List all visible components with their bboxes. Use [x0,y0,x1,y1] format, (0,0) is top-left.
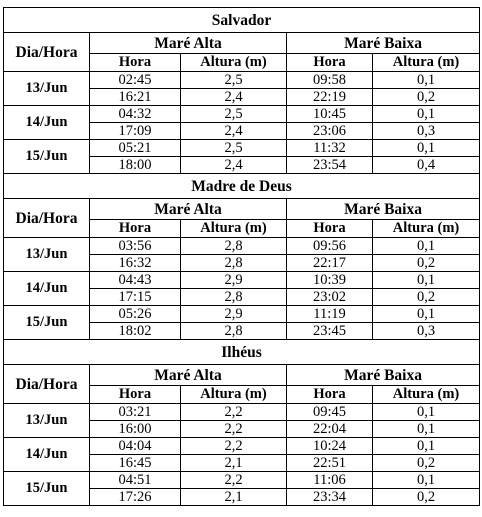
header-row [4,33,480,54]
low-tide-time: 11:06 [287,472,373,489]
location-title-row [4,340,480,365]
mare-baixa-header: Maré Baixa [287,199,480,220]
tide-data-row [4,238,480,255]
date-cell: 13/Jun [4,404,90,438]
date-cell: 14/Jun [4,106,90,140]
tide-table-body [4,8,480,506]
high-tide-time: 04:51 [90,472,181,489]
high-tide-height: 2,8 [181,323,287,340]
low-tide-height: 0,3 [373,123,480,140]
high-tide-height: 2,1 [181,489,287,506]
low-tide-height: 0,1 [373,472,480,489]
high-tide-height: 2,4 [181,157,287,174]
low-tide-height: 0,1 [373,140,480,157]
low-tide-time: 11:32 [287,140,373,157]
high-tide-height: 2,8 [181,238,287,255]
high-tide-height: 2,8 [181,289,287,306]
location-title-row [4,8,480,33]
hora-alta-header: Hora [90,220,181,238]
hora-baixa-header: Hora [287,54,373,72]
low-tide-time: 22:17 [287,255,373,272]
dia-hora-header: Dia/Hora [4,33,90,72]
low-tide-height: 0,2 [373,89,480,106]
mare-baixa-header: Maré Baixa [287,33,480,54]
high-tide-height: 2,5 [181,72,287,89]
high-tide-height: 2,5 [181,106,287,123]
dia-hora-header: Dia/Hora [4,365,90,404]
high-tide-height: 2,2 [181,438,287,455]
tide-data-row [4,140,480,157]
location-title-row [4,174,480,199]
tide-table [3,7,480,506]
tide-data-row [4,72,480,89]
low-tide-time: 22:04 [287,421,373,438]
low-tide-height: 0,3 [373,323,480,340]
low-tide-height: 0,2 [373,255,480,272]
date-cell: 15/Jun [4,306,90,340]
high-tide-height: 2,9 [181,272,287,289]
low-tide-time: 23:45 [287,323,373,340]
high-tide-height: 2,8 [181,255,287,272]
high-tide-time: 17:26 [90,489,181,506]
tide-data-row [4,472,480,489]
high-tide-time: 03:56 [90,238,181,255]
low-tide-height: 0,2 [373,289,480,306]
high-tide-time: 18:02 [90,323,181,340]
high-tide-height: 2,1 [181,455,287,472]
high-tide-time: 16:45 [90,455,181,472]
high-tide-height: 2,9 [181,306,287,323]
hora-baixa-header: Hora [287,220,373,238]
mare-baixa-header: Maré Baixa [287,365,480,386]
high-tide-time: 04:04 [90,438,181,455]
low-tide-time: 23:06 [287,123,373,140]
high-tide-height: 2,2 [181,472,287,489]
location-title: Madre de Deus [4,174,480,199]
high-tide-time: 05:21 [90,140,181,157]
date-cell: 13/Jun [4,238,90,272]
date-cell: 14/Jun [4,272,90,306]
low-tide-time: 23:34 [287,489,373,506]
low-tide-height: 0,2 [373,489,480,506]
high-tide-time: 05:26 [90,306,181,323]
location-title: Ilhéus [4,340,480,365]
low-tide-time: 22:51 [287,455,373,472]
tide-data-row [4,272,480,289]
low-tide-time: 09:56 [287,238,373,255]
location-title: Salvador [4,8,480,33]
date-cell: 14/Jun [4,438,90,472]
low-tide-height: 0,2 [373,455,480,472]
low-tide-height: 0,1 [373,272,480,289]
hora-baixa-header: Hora [287,386,373,404]
high-tide-time: 04:43 [90,272,181,289]
low-tide-time: 10:24 [287,438,373,455]
low-tide-height: 0,1 [373,106,480,123]
high-tide-height: 2,4 [181,123,287,140]
high-tide-time: 16:00 [90,421,181,438]
date-cell: 15/Jun [4,140,90,174]
low-tide-time: 22:19 [287,89,373,106]
tide-data-row [4,106,480,123]
high-tide-height: 2,4 [181,89,287,106]
altura-alta-header: Altura (m) [181,54,287,72]
high-tide-time: 18:00 [90,157,181,174]
low-tide-time: 23:02 [287,289,373,306]
altura-baixa-header: Altura (m) [373,386,480,404]
hora-alta-header: Hora [90,386,181,404]
low-tide-height: 0,4 [373,157,480,174]
tide-data-row [4,306,480,323]
date-cell: 13/Jun [4,72,90,106]
high-tide-time: 17:09 [90,123,181,140]
high-tide-time: 04:32 [90,106,181,123]
high-tide-time: 02:45 [90,72,181,89]
mare-alta-header: Maré Alta [90,365,287,386]
low-tide-time: 09:45 [287,404,373,421]
low-tide-height: 0,1 [373,404,480,421]
low-tide-time: 11:19 [287,306,373,323]
tide-data-row [4,404,480,421]
low-tide-height: 0,1 [373,438,480,455]
header-row [4,365,480,386]
high-tide-time: 03:21 [90,404,181,421]
high-tide-time: 16:21 [90,89,181,106]
dia-hora-header: Dia/Hora [4,199,90,238]
low-tide-time: 23:54 [287,157,373,174]
header-row [4,199,480,220]
low-tide-height: 0,1 [373,306,480,323]
low-tide-height: 0,1 [373,421,480,438]
altura-baixa-header: Altura (m) [373,54,480,72]
high-tide-height: 2,2 [181,404,287,421]
low-tide-time: 10:39 [287,272,373,289]
mare-alta-header: Maré Alta [90,199,287,220]
altura-baixa-header: Altura (m) [373,220,480,238]
altura-alta-header: Altura (m) [181,386,287,404]
high-tide-height: 2,5 [181,140,287,157]
tide-data-row [4,438,480,455]
altura-alta-header: Altura (m) [181,220,287,238]
mare-alta-header: Maré Alta [90,33,287,54]
low-tide-time: 09:58 [287,72,373,89]
hora-alta-header: Hora [90,54,181,72]
low-tide-time: 10:45 [287,106,373,123]
low-tide-height: 0,1 [373,238,480,255]
date-cell: 15/Jun [4,472,90,506]
low-tide-height: 0,1 [373,72,480,89]
high-tide-time: 17:15 [90,289,181,306]
high-tide-height: 2,2 [181,421,287,438]
high-tide-time: 16:32 [90,255,181,272]
